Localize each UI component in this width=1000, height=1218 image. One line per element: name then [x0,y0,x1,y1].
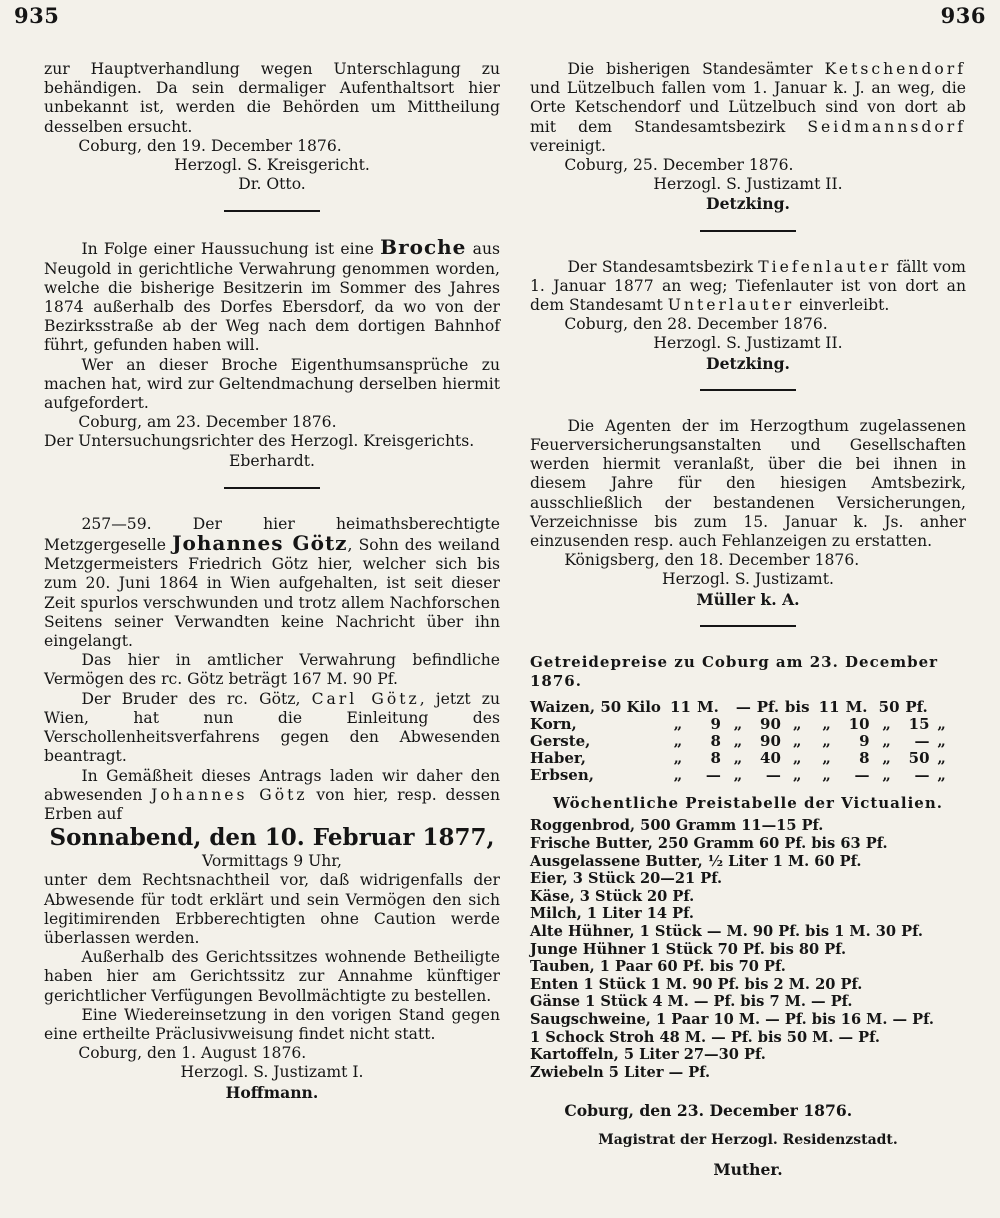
notice-text-part: , Sohn des weiland Metzgermeisters Friedrich Götz hier, welcher sich bis zum 20. Juni 1864 in Wien aufgehalten, ist seit dieser Zeit spurlos verschwunden und trotz allem Nachforschen Seitens seiner Verwandten keine Nachricht über ihn eingelangt. [44,536,500,651]
price-cell: 8 [859,749,870,768]
list-item: 1 Schock Stroh 48 M. — Pf. bis 50 M. — Pf. [530,1028,880,1046]
notice-text [44,767,500,825]
price-cell: — [765,766,781,785]
notice-insurance-agents [530,417,966,609]
notice-text-part: In Folge einer Haussuchung ist eine [81,240,374,259]
notice-office: Herzogl. S. Justizamt II. [653,334,843,353]
notice-text: unter dem Rechtsnachtheil vor, daß widrigenfalls der Abwesende für todt erklärt und sein Vermögen den sich legitimirenden Erbberechtigten ohne Caution werde überlassen werden. [44,871,500,947]
victuals-list [530,817,966,1081]
list-item: Zwiebeln 5 Liter — Pf. [530,1063,711,1081]
notice-signature: Hoffmann. [225,1082,319,1102]
price-cell: 10 [848,715,870,734]
price-cell: — [914,766,930,785]
notice-signature: Müller k. A. [696,589,800,609]
divider [224,210,320,212]
notice-embezzlement [44,60,500,194]
grain-name-cell: Korn, [530,715,577,734]
grain-name-cell: Waizen, 50 Kilo [530,698,661,717]
left-column [44,60,500,1102]
place-name: Ketschendorf [824,60,966,78]
notice-text: Die Agenten der im Herzogthum zugelassenen Feuerversicherungsanstalten und Gesellschaften werden hiermit veranlaßt, über die bei ihnen in diesem Jahre für den hiesigen Amtsbezirk, ausschließlich der bestandenen Versicherungen, Verzeichnisse bis zum 15. Januar k. Js. anher einzusenden resp. auch Fehlanzeigen zu erstatten. [530,416,966,551]
price-cell: „ [733,715,743,734]
price-cell: Pf. [905,698,928,717]
notice-signature: Dr. Otto. [238,175,306,194]
price-cell: 11 [670,698,691,717]
price-cell: 9 [710,715,721,734]
price-cell: „ [673,732,683,751]
notice-text-part: 257—59. Der hier heimathsberechtigte Metzgergeselle [44,514,500,555]
price-cell: „ [937,715,946,734]
notice-office: Magistrat der Herzogl. Residenzstadt. [598,1131,898,1148]
price-cell: „ [937,732,946,751]
list-item: Tauben, 1 Paar 60 Pf. bis 70 Pf. [530,958,786,976]
notice-date: Coburg, den 1. August 1876. [78,1044,307,1063]
list-item: Roggenbrod, 500 Gramm 11—15 Pf. [530,817,824,835]
price-cell: „ [792,732,802,751]
price-cell: „ [822,732,831,751]
page-number-right: 936 [940,3,986,28]
list-item: Saugschweine, 1 Paar 10 M. — Pf. bis 16 M. — Pf. [530,1011,934,1029]
price-cell: „ [937,749,946,768]
list-item: Alte Hühner, 1 Stück — M. 90 Pf. bis 1 M. 30 Pf. [530,923,923,941]
price-cell: „ [822,766,831,785]
notice-text-part: und Lützelbuch fallen vom 1. Januar k. J. an weg, die Orte Ketschendorf und Lützelbuch sind von dort ab mit dem Standesamtsbezirk [530,79,966,136]
notice-office: Der Untersuchungsrichter des Herzogl. Kreisgerichts. [44,432,475,451]
grain-prices [530,653,966,784]
notice-signature: Muther. [713,1159,783,1179]
price-cell: — [914,732,930,751]
list-item: Ausgelassene Butter, ½ Liter 1 M. 60 Pf. [530,852,862,870]
notice-text-part: vereinigt. [530,136,606,155]
table-row [530,767,954,784]
victuals-price-list [530,794,966,1179]
price-cell: „ [882,715,891,734]
price-cell: bis [784,698,810,717]
notice-signature: Detzking. [706,194,790,214]
notice-date: Coburg, am 23. December 1876. [78,413,337,432]
table-row [530,699,954,716]
price-cell: „ [673,766,683,785]
notice-text-part: fällt vom 1. Januar 1877 an weg; Tiefenlauter ist von dort an dem Standesamt [530,257,966,315]
hearing-date: Sonnabend, den 10. Februar 1877, [49,824,495,852]
table-row [530,733,954,750]
price-cell: 15 [908,715,930,734]
table-row [530,750,954,767]
notice-text [530,258,966,316]
price-cell: M. [845,698,868,717]
price-cell: 8 [710,732,721,751]
notice-date: Königsberg, den 18. December 1876. [564,551,860,570]
keyword-brooch: Broche [380,235,467,260]
victuals-title: Wöchentliche Preistabelle der Victualien. [553,794,943,813]
right-column [530,60,966,1179]
list-item: Junge Hühner 1 Stück 70 Pf. bis 80 Pf. [530,940,847,958]
notice-text-part: Der Standesamtsbezirk [567,257,754,276]
list-item: Kartoffeln, 5 Liter 27—30 Pf. [530,1046,766,1064]
price-cell: 90 [760,732,781,751]
notice-registry-tiefenlauter [530,258,966,373]
notice-text-part: Der Bruder des rc. Götz, [81,689,301,708]
place-name: Seidmannsdorf [807,117,966,136]
table-row [530,716,954,733]
divider [700,389,796,391]
price-cell: 50 [908,749,930,768]
notice-missing-person [44,515,500,1102]
price-cell: „ [673,749,683,768]
notice-text-part: In Gemäßheit dieses Antrags laden wir daher den abwesenden [44,766,500,804]
hearing-time: Vormittags 9 Uhr, [202,852,342,871]
price-cell: „ [733,749,743,768]
price-cell: „ [822,749,831,768]
grain-prices-title: Getreidepreise zu Coburg am 23. December 1876. [530,652,939,691]
notice-text: Wer an dieser Broche Eigenthumsansprüche zu machen hat, wird zur Geltendmachung derselben hiermit aufgefordert. [44,355,500,413]
divider [224,487,320,489]
grain-name-cell: Haber, [530,749,586,768]
place-name: Tiefenlauter [758,257,892,276]
price-cell: 9 [859,732,870,751]
price-cell: — [705,766,721,785]
page-number-left: 935 [14,3,60,28]
notice-text-part: Die bisherigen Standesämter [567,60,813,78]
grain-price-table [530,699,954,784]
notice-text [44,235,500,355]
notice-text: Außerhalb des Gerichtssitzes wohnende Betheiligte haben hier am Gerichtssitz zur Annahme künftiger gerichtlicher Verfügungen Bevollmächtigte zu bestellen. [44,948,500,1005]
notice-registry-ketschendorf [530,60,966,214]
notice-office: Herzogl. S. Justizamt. [662,570,834,589]
price-cell: — [854,766,870,785]
price-cell: Pf. [756,698,780,717]
price-cell: 40 [760,749,781,768]
list-item: Frische Butter, 250 Gramm 60 Pf. bis 63 Pf. [530,835,888,853]
notice-text [44,690,500,767]
notice-signature: Detzking. [706,353,790,373]
notice-text: Das hier in amtlicher Verwahrung befindliche Vermögen des rc. Götz beträgt 167 M. 90 Pf. [44,651,500,689]
notice-office: Herzogl. S. Justizamt I. [180,1063,364,1082]
price-cell: 8 [710,749,721,768]
price-cell: „ [792,766,802,785]
grain-name-cell: Gerste, [530,732,591,751]
person-name: Johannes Götz [172,531,348,556]
notice-text-part: , jetzt zu Wien, hat nun die Einleitung des Verschollenheitsverfahrens gegen den Abwesenden beantragt. [44,689,500,766]
price-cell: „ [792,715,802,734]
price-cell: „ [733,766,743,785]
price-cell: 90 [760,715,781,734]
notice-date: Coburg, den 23. December 1876. [564,1101,853,1121]
divider [700,230,796,232]
notice-date: Coburg, 25. December 1876. [564,156,794,175]
place-name: Unterlauter [667,296,795,315]
list-item: Käse, 3 Stück 20 Pf. [530,887,695,905]
price-cell: „ [733,732,743,751]
notice-signature: Eberhardt. [228,451,316,470]
price-cell: — [735,698,751,717]
notice-text [44,515,500,651]
notice-text-part: aus Neugold in gerichtliche Verwahrung genommen worden, welche die bisherige Besitzerin im Sommer des Jahres 1874 außerhalb des Dorfes Ebersdorf, da wo von der Bezirksstraße ab der Weg nach dem dortigen Bahnhof führt, gefunden haben will. [44,240,500,355]
list-item: Milch, 1 Liter 14 Pf. [530,905,694,923]
price-cell: „ [673,715,683,734]
notice-office: Herzogl. S. Kreisgericht. [174,156,370,175]
notice-text [530,60,966,156]
notice-text: Eine Wiedereinsetzung in den vorigen Stand gegen eine ertheilte Präclusivweisung findet nicht statt. [44,1005,500,1043]
price-cell: „ [822,715,831,734]
price-cell: 11 [818,698,840,717]
notice-date: Coburg, den 19. December 1876. [78,136,342,155]
notice-text: zur Hauptverhandlung wegen Unterschlagung zu behändigen. Da sein dermaliger Aufenthaltsort hier unbekannt ist, werden die Behörden um Mittheilung desselben ersucht. [44,60,500,136]
divider [700,625,796,627]
list-item: Enten 1 Stück 1 M. 90 Pf. bis 2 M. 20 Pf. [530,975,863,993]
price-cell: „ [937,766,946,785]
notice-text-part: einverleibt. [799,296,890,315]
notice-office: Herzogl. S. Justizamt II. [653,175,843,194]
person-name: Johannes Götz [151,785,308,804]
notice-date: Coburg, den 28. December 1876. [564,315,828,334]
grain-name-cell: Erbsen, [530,766,594,785]
price-cell: „ [882,766,891,785]
notice-text-part: von hier, resp. dessen Erben auf [44,785,500,823]
notice-brooch [44,235,500,470]
price-cell: 50 [878,698,900,717]
person-name: Carl Götz [311,689,420,708]
price-cell: M. [696,698,719,717]
list-item: Eier, 3 Stück 20—21 Pf. [530,870,723,888]
price-cell: „ [792,749,802,768]
price-cell: „ [882,749,891,768]
list-item: Gänse 1 Stück 4 M. — Pf. bis 7 M. — Pf. [530,993,853,1011]
price-cell: „ [882,732,891,751]
